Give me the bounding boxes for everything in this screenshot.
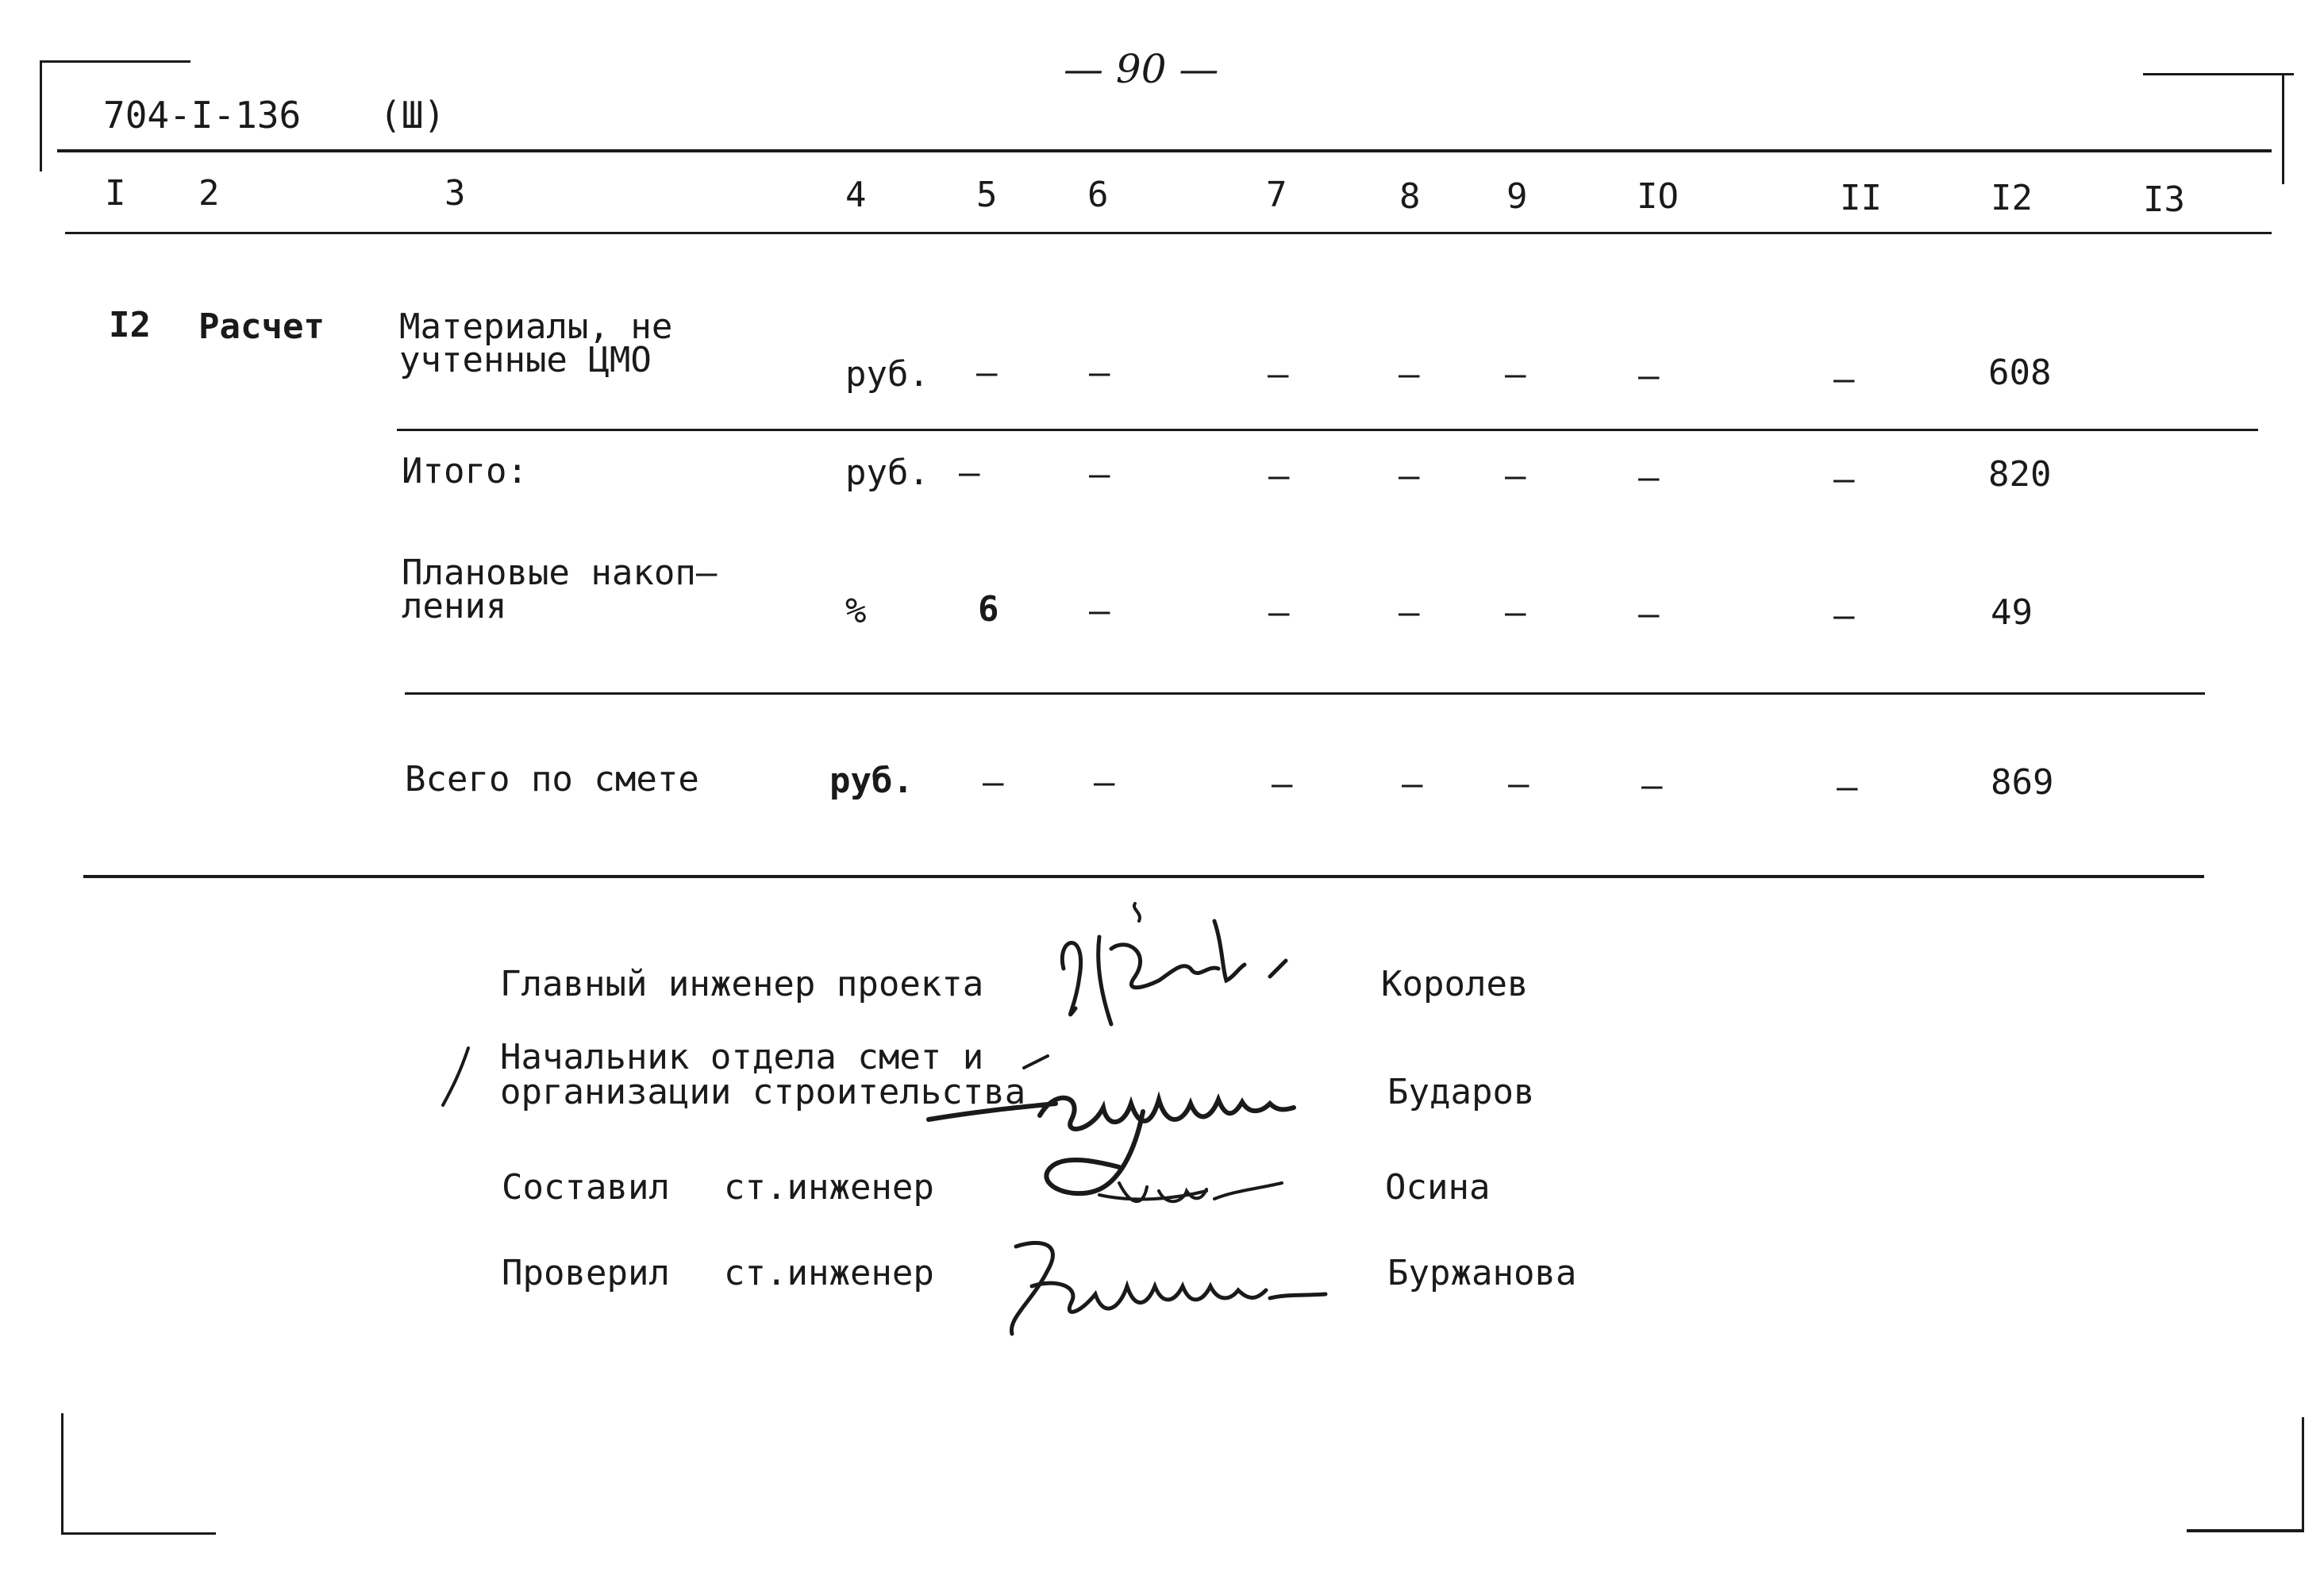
row-total: 608 [1988, 353, 2052, 393]
row-total: 869 [1991, 762, 2054, 803]
row-dash: – [1094, 762, 1115, 803]
row-dash: – [1268, 456, 1290, 496]
signer-name: Осина [1385, 1167, 1491, 1208]
row-number: I2 [109, 305, 151, 345]
col-header-1: I [105, 173, 126, 214]
row-dash: – [1505, 354, 1526, 395]
signer-role: ст.инженер [724, 1167, 934, 1208]
signer-title: Главный инженер проекта [500, 964, 984, 1004]
signer-title: Составил [502, 1167, 670, 1208]
row-name-line1: Материалы, не [399, 306, 673, 347]
margin-pen-mark [437, 1040, 476, 1112]
col-header-4: 4 [845, 175, 867, 215]
signature-chief-engineer [1032, 889, 1318, 1040]
table-bottom-rule [83, 875, 2204, 878]
row-dash: – [1272, 764, 1293, 804]
col-header-12: I2 [1991, 178, 2033, 218]
row-separator [397, 429, 2258, 431]
signer-title: Проверил [502, 1253, 670, 1293]
row-col5-value: 6 [978, 589, 999, 630]
col-header-10: IO [1637, 176, 1679, 217]
row-basis: Расчет [198, 306, 325, 347]
col-header-2: 2 [198, 173, 220, 214]
frame-bottom-right-tick [2302, 1417, 2304, 1532]
header-rule [57, 149, 2272, 152]
column-header-rule [65, 232, 2272, 234]
row-dash: – [959, 453, 980, 493]
row-name-line1: Всего по смете [405, 759, 699, 800]
row-unit: % [845, 591, 867, 631]
row-name-line2: учтенные ЦМО [399, 340, 652, 380]
frame-top-right-line [2143, 73, 2294, 75]
col-header-9: 9 [1506, 176, 1528, 217]
row-dash: – [1833, 595, 1855, 636]
frame-top-left-line [40, 60, 190, 63]
page-number: — 90 — [1064, 46, 1219, 92]
row-total: 49 [1991, 592, 2033, 633]
col-header-11: II [1840, 178, 1882, 218]
row-dash: – [1399, 456, 1420, 496]
row-name-line2: ления [402, 586, 507, 626]
frame-bottom-left-line [61, 1532, 216, 1535]
row-dash: – [1268, 354, 1289, 395]
doc-part: (Ш) [379, 94, 446, 137]
row-dash: – [1089, 591, 1110, 631]
doc-code: 704-I-136 [103, 94, 302, 137]
row-dash: – [1399, 354, 1420, 395]
signer-name: Буржанова [1387, 1253, 1577, 1293]
row-dash: – [1837, 767, 1858, 807]
frame-bottom-left-tick [61, 1413, 63, 1534]
row-total: 820 [1988, 454, 2052, 495]
row-dash: – [1508, 764, 1529, 804]
row-dash: – [1089, 353, 1110, 393]
row-dash: – [1833, 359, 1855, 399]
signer-title-line2: организации строительства [500, 1072, 1026, 1112]
col-header-3: 3 [444, 173, 466, 214]
frame-top-left-tick [40, 60, 42, 171]
row-dash: – [1402, 764, 1423, 804]
row-dash: – [1638, 594, 1660, 634]
row-separator [405, 692, 2205, 695]
row-name-line1: Итого: [402, 451, 528, 491]
row-dash: – [1638, 457, 1660, 498]
row-dash: – [1268, 592, 1290, 633]
frame-bottom-right-line [2187, 1529, 2304, 1532]
row-dash: – [1505, 592, 1526, 633]
row-name-line1: Плановые накоп– [402, 553, 718, 593]
signer-name: Бударов [1387, 1072, 1535, 1112]
signer-name: Королев [1381, 964, 1529, 1004]
row-unit: руб. [845, 354, 929, 395]
frame-top-right-tick [2282, 73, 2284, 184]
row-dash: – [1089, 454, 1110, 495]
col-header-8: 8 [1399, 176, 1421, 217]
signature-checker [984, 1223, 1365, 1350]
col-header-7: 7 [1266, 175, 1287, 215]
signer-role: ст.инженер [724, 1253, 934, 1293]
row-unit: руб. [829, 761, 914, 801]
col-header-5: 5 [976, 175, 998, 215]
col-header-13: I3 [2143, 179, 2185, 220]
col-header-6: 6 [1087, 175, 1109, 215]
row-dash: – [1638, 356, 1660, 396]
row-dash: – [1641, 765, 1663, 806]
row-dash: – [976, 353, 998, 393]
row-unit: руб. [845, 453, 929, 493]
row-dash: – [1833, 459, 1855, 499]
row-dash: – [1399, 592, 1420, 633]
row-dash: – [1505, 456, 1526, 496]
signature-compiler [1087, 1159, 1326, 1231]
row-dash: – [983, 762, 1004, 803]
signer-title-line1: Начальник отдела смет и [500, 1037, 984, 1077]
